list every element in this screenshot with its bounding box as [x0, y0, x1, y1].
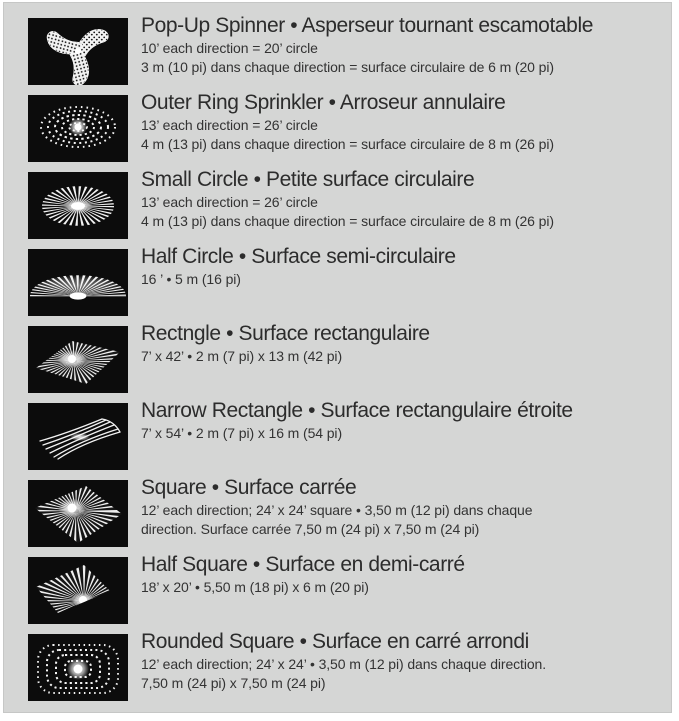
pattern-title: Pop-Up Spinner • Asperseur tournant escamotable: [141, 14, 593, 37]
pattern-row-pop-up-spinner: [28, 14, 671, 85]
pattern-row-square: [28, 476, 671, 547]
pattern-dimensions-metric: 3 m (10 pi) dans chaque direction = surface circulaire de 6 m (20 pi): [141, 59, 554, 75]
outer-ring-sprinkler-pattern-image: [28, 95, 128, 162]
pattern-title: Small Circle • Petite surface circulaire: [141, 168, 475, 191]
pattern-dimensions-metric: 7,50 m (24 pi) x 7,50 m (24 pi): [141, 675, 326, 691]
rounded-square-pattern-image: [28, 634, 128, 701]
half-circle-pattern-image: [28, 249, 128, 316]
narrow-rectangle-pattern-image: [28, 403, 128, 470]
pattern-row-narrow-rectangle: [28, 399, 671, 470]
pattern-dimensions-imperial: 12’ each direction; 24’ x 24’ square • 3,50 m (12 pi) dans chaque: [141, 502, 533, 518]
pop-up-spinner-pattern-image: [28, 18, 128, 85]
pattern-dimensions-metric: 4 m (13 pi) dans chaque direction = surface circulaire de 8 m (26 pi): [141, 213, 554, 229]
square-pattern-image: [28, 480, 128, 547]
pattern-title: Half Square • Surface en demi-carré: [141, 553, 465, 576]
small-circle-pattern-image: [28, 172, 128, 239]
pattern-row-half-square: [28, 553, 671, 624]
pattern-dimensions-imperial: 13’ each direction = 26’ circle: [141, 117, 318, 133]
pattern-dimensions-imperial: 13’ each direction = 26’ circle: [141, 194, 318, 210]
pattern-dimensions-metric: 4 m (13 pi) dans chaque direction = surface circulaire de 8 m (26 pi): [141, 136, 554, 152]
pattern-dimensions-imperial: 12’ each direction; 24’ x 24’ • 3,50 m (12 pi) dans chaque direction.: [141, 656, 547, 672]
half-square-pattern-image: [28, 557, 128, 624]
pattern-dimensions-imperial: 16 ’ • 5 m (16 pi): [141, 271, 241, 287]
pattern-row-half-circle: [28, 245, 671, 316]
pattern-dimensions-imperial: 18’ x 20’ • 5,50 m (18 pi) x 6 m (20 pi): [141, 579, 369, 595]
pattern-title: Outer Ring Sprinkler • Arroseur annulaire: [141, 91, 506, 114]
catalog-panel: [3, 2, 672, 713]
pattern-title: Half Circle • Surface semi-circulaire: [141, 245, 456, 268]
pattern-dimensions-imperial: 10’ each direction = 20’ circle: [141, 40, 318, 56]
pattern-dimensions-imperial: 7’ x 42’ • 2 m (7 pi) x 13 m (42 pi): [141, 348, 342, 364]
pattern-row-small-circle: [28, 168, 671, 239]
pattern-row-outer-ring-sprinkler: [28, 91, 671, 162]
pattern-title: Narrow Rectangle • Surface rectangulaire étroite: [141, 399, 573, 422]
rectangle-pattern-image: [28, 326, 128, 393]
pattern-dimensions-imperial: 7’ x 54’ • 2 m (7 pi) x 16 m (54 pi): [141, 425, 342, 441]
pattern-row-rounded-square: [28, 630, 671, 701]
pattern-row-rectangle: [28, 322, 671, 393]
pattern-dimensions-metric: direction. Surface carrée 7,50 m (24 pi) x 7,50 m (24 pi): [141, 521, 480, 537]
pattern-title: Rectngle • Surface rectangulaire: [141, 322, 430, 345]
pattern-title: Rounded Square • Surface en carré arrondi: [141, 630, 529, 653]
pattern-title: Square • Surface carrée: [141, 476, 357, 499]
